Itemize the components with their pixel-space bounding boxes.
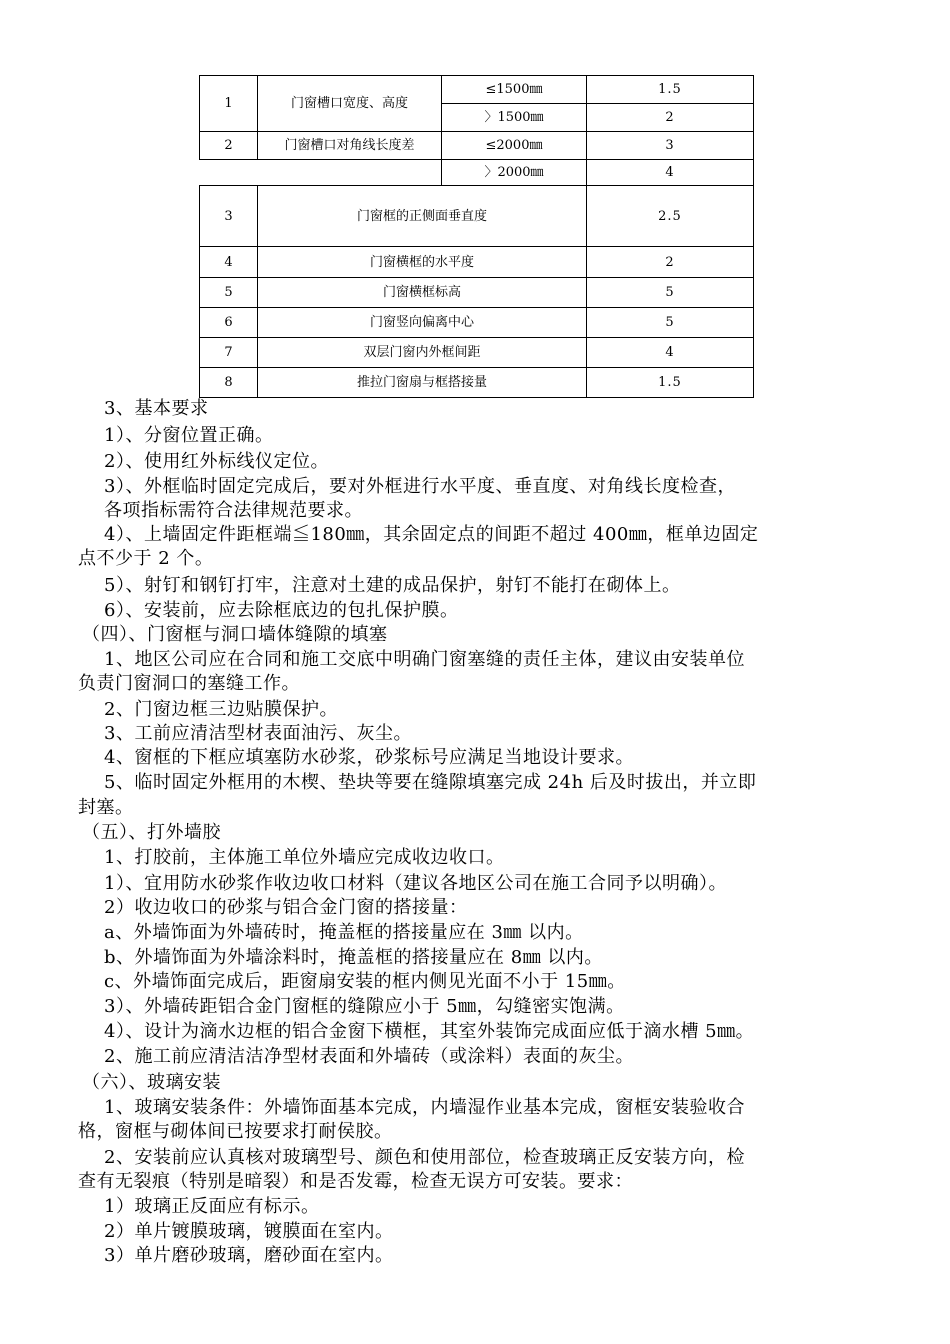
text-line: 3）单片磨砂玻璃，磨砂面在室内。: [104, 1245, 394, 1266]
text-line: 负责门窗洞口的塞缝工作。: [78, 673, 300, 694]
table-cell-condition: ≤1500㎜: [441, 75, 587, 104]
text-line: 5）、射钉和钢钉打牢，注意对土建的成品保护，射钉不能打在砌体上。: [104, 575, 681, 596]
text-line: 1）、分窗位置正确。: [104, 425, 274, 446]
text-line: 2、施工前应清洁洁净型材表面和外墙砖（或涂料）表面的灰尘。: [104, 1046, 634, 1067]
section-heading: 3、基本要求: [104, 398, 209, 419]
table-cell-no: 8: [199, 367, 258, 398]
section-heading: （四）、门窗框与洞口墙体缝隙的填塞: [82, 624, 388, 645]
table-cell-no: 4: [199, 246, 258, 278]
text-line: 格，窗框与砌体间已按要求打耐侯胶。: [78, 1121, 393, 1142]
text-line: 5、临时固定外框用的木楔、垫块等要在缝隙填塞完成 24h 后及时拔出，并立即: [104, 772, 757, 793]
text-line: 4）、上墙固定件距框端≦180㎜，其余固定点的间距不超过 400㎜，框单边固定: [104, 524, 759, 545]
text-line: 查有无裂痕（特别是暗裂）和是否发霉，检查无误方可安装。要求：: [78, 1171, 633, 1192]
text-line: c、外墙饰面完成后，距窗扇安装的框内侧见光面不小于 15㎜。: [104, 971, 626, 992]
table-cell-condition: ≤2000㎜: [441, 131, 587, 160]
table-cell-item: 门窗槽口对角线长度差: [257, 131, 442, 160]
table-cell-value: 2: [586, 246, 754, 278]
text-line: 6）、安装前，应去除框底边的包扎保护膜。: [104, 600, 459, 621]
text-line: 2）单片镀膜玻璃，镀膜面在室内。: [104, 1221, 394, 1242]
table-cell-condition: 〉2000㎜: [441, 159, 587, 186]
text-line: 封塞。: [78, 797, 134, 818]
text-line: 4、窗框的下框应填塞防水砂浆，砂浆标号应满足当地设计要求。: [104, 747, 634, 768]
text-line: 4）、设计为滴水边框的铝合金窗下横框，其室外装饰完成面应低于滴水槽 5㎜。: [104, 1021, 755, 1042]
table-cell-condition: 〉1500㎜: [441, 103, 587, 132]
table-cell-item: 推拉门窗扇与框搭接量: [257, 367, 587, 398]
table-cell-value: 4: [586, 337, 754, 368]
table-cell-no: 7: [199, 337, 258, 368]
text-line: 1）玻璃正反面应有标示。: [104, 1196, 320, 1217]
table-cell-value: 2.5: [586, 185, 754, 247]
table-cell-no: 6: [199, 307, 258, 338]
text-line: 2）收边收口的砂浆与铝合金门窗的搭接量：: [104, 897, 468, 918]
table-cell-item: 门窗横框的水平度: [257, 246, 587, 278]
table-cell-value: 1.5: [586, 367, 754, 398]
table-cell-item: 门窗槽口宽度、高度: [257, 75, 442, 132]
table-cell-value: 1.5: [586, 75, 754, 104]
table-cell-item: 双层门窗内外框间距: [257, 337, 587, 368]
table-cell-no: 2: [199, 131, 258, 160]
text-line: 3）、外墙砖距铝合金门窗框的缝隙应小于 5㎜，勾缝密实饱满。: [104, 996, 625, 1017]
section-heading: （五）、打外墙胶: [82, 822, 221, 843]
table-cell-item: 门窗框的正侧面垂直度: [257, 185, 587, 247]
text-line: a、外墙饰面为外墙砖时，掩盖框的搭接量应在 3㎜ 以内。: [104, 922, 584, 943]
table-cell-item: 门窗横框标高: [257, 277, 587, 308]
text-line: 1）、宜用防水砂浆作收边收口材料（建议各地区公司在施工合同予以明确）。: [104, 873, 727, 894]
text-line: 2、门窗边框三边贴膜保护。: [104, 699, 338, 720]
text-line: 1、地区公司应在合同和施工交底中明确门窗塞缝的责任主体，建议由安装单位: [104, 649, 745, 670]
table-cell-no: 1: [199, 75, 258, 132]
text-line: 1、打胶前，主体施工单位外墙应完成收边收口。: [104, 847, 505, 868]
table-cell-value: 5: [586, 277, 754, 308]
text-line: 各项指标需符合法律规范要求。: [104, 500, 363, 521]
text-line: 3）、外框临时固定完成后，要对外框进行水平度、垂直度、对角线长度检查，: [104, 476, 736, 497]
table-cell-value: 4: [586, 159, 754, 186]
text-line: 2）、使用红外标线仪定位。: [104, 451, 329, 472]
text-line: 3、工前应清洁型材表面油污、灰尘。: [104, 723, 412, 744]
text-line: 2、安装前应认真核对玻璃型号、颜色和使用部位，检查玻璃正反安装方向，检: [104, 1147, 745, 1168]
table-cell-item: 门窗竖向偏离中心: [257, 307, 587, 338]
text-line: b、外墙饰面为外墙涂料时，掩盖框的搭接量应在 8㎜ 以内。: [104, 947, 603, 968]
table-cell-no: 3: [199, 185, 258, 247]
tolerance-table: [0, 0, 950, 400]
table-cell-value: 2: [586, 103, 754, 132]
table-cell-value: 5: [586, 307, 754, 338]
section-heading: （六）、玻璃安装: [82, 1072, 221, 1093]
text-line: 点不少于 2 个。: [78, 548, 214, 569]
table-cell-no: 5: [199, 277, 258, 308]
table-cell-value: 3: [586, 131, 754, 160]
text-line: 1、玻璃安装条件：外墙饰面基本完成，内墙湿作业基本完成，窗框安装验收合: [104, 1097, 745, 1118]
